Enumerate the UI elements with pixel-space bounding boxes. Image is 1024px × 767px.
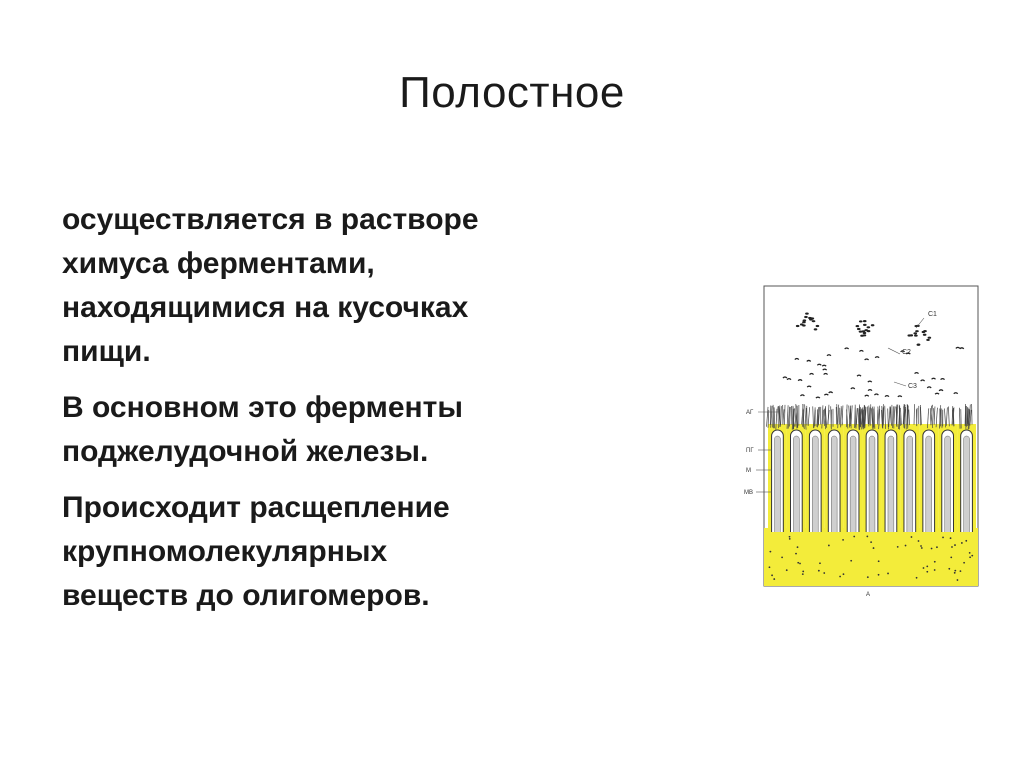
enzyme-particle <box>923 334 927 336</box>
cell-dot <box>948 568 950 570</box>
paragraph-line: крупномолекулярных <box>62 535 388 568</box>
cell-dot <box>773 578 775 580</box>
cell-dot <box>934 561 936 563</box>
label-mv: МВ <box>744 490 753 496</box>
cell-dot <box>963 562 965 564</box>
paragraph-line: химуса ферментами, <box>62 247 375 280</box>
cell-dot <box>951 546 953 548</box>
cell-dot <box>971 555 973 557</box>
cell-dot <box>818 570 820 572</box>
cell-dot <box>795 553 797 555</box>
cell-dot <box>828 545 830 547</box>
enzyme-particle <box>907 334 911 336</box>
cell-dot <box>934 569 936 571</box>
label-c3: С3 <box>908 383 917 390</box>
paragraph-line: поджелудочной железы. <box>62 435 429 468</box>
cell-dot <box>878 560 880 562</box>
villus-core <box>964 436 970 532</box>
cell-dot <box>823 572 825 574</box>
label-a: А <box>866 592 871 598</box>
enzyme-particle <box>928 337 932 339</box>
label-c2: С2 <box>902 349 911 356</box>
paragraph-line: Происходит расщепление <box>62 491 450 524</box>
villus-core <box>945 436 951 532</box>
cell-dot <box>942 537 944 539</box>
enzyme-particle <box>812 320 816 322</box>
enzyme-particle <box>856 325 860 327</box>
cell-dot <box>866 536 868 538</box>
paragraph-3 <box>62 486 702 618</box>
cell-dot <box>786 569 788 571</box>
paragraph-line: В основном это ферменты <box>62 391 463 424</box>
cell-dot <box>769 566 771 568</box>
enzyme-particle <box>863 324 867 326</box>
body-text <box>62 198 702 630</box>
enzyme-particle <box>800 323 804 325</box>
cell-dot <box>965 540 967 542</box>
enzyme-particle <box>863 320 867 322</box>
villus-core <box>907 436 913 532</box>
enzyme-particle <box>914 334 918 336</box>
enzyme-particle <box>804 316 808 318</box>
villus-core <box>793 436 799 532</box>
cell-dot <box>870 541 872 543</box>
cell-dot <box>819 562 821 564</box>
enzyme-particle <box>796 325 800 327</box>
cell-dot <box>911 536 913 538</box>
paragraph-line: находящимися на кусочках <box>62 291 469 324</box>
cell-dot <box>878 574 880 576</box>
enzyme-particle <box>863 334 867 336</box>
cell-dot <box>954 572 956 574</box>
cell-dot <box>789 538 791 540</box>
villus-core <box>888 436 894 532</box>
cell-dot <box>954 570 956 572</box>
enzyme-particle <box>859 331 863 333</box>
cell-dot <box>843 573 845 575</box>
cell-dot <box>950 537 952 539</box>
cell-dot <box>897 546 899 548</box>
cell-dot <box>802 573 804 575</box>
label-ag: АГ <box>746 410 754 416</box>
paragraph-2 <box>62 386 702 474</box>
cell-dot <box>802 571 804 573</box>
enzyme-particle <box>871 324 875 326</box>
cell-dot <box>961 542 963 544</box>
cell-dot <box>969 552 971 554</box>
cell-dot <box>954 544 956 546</box>
cell-dot <box>797 546 799 548</box>
cell-dot <box>769 551 771 553</box>
cell-dot <box>936 546 938 548</box>
villi-diagram <box>742 276 988 610</box>
enzyme-particle <box>803 319 807 321</box>
cell-dot <box>921 547 923 549</box>
epithelium-layer <box>764 528 978 586</box>
enzyme-particle <box>805 313 809 315</box>
cell-dot <box>853 536 855 538</box>
paragraph-line: пищи. <box>62 335 151 368</box>
villus-core <box>831 436 837 532</box>
cell-dot <box>789 536 791 538</box>
enzyme-particle <box>816 325 820 327</box>
villus-core <box>926 436 932 532</box>
cell-dot <box>839 576 841 578</box>
cell-dot <box>950 556 952 558</box>
villus-core <box>812 436 818 532</box>
enzyme-particle <box>926 339 930 341</box>
label-pg: ПГ <box>746 448 754 454</box>
cell-dot <box>926 571 928 573</box>
villus-core <box>775 436 781 532</box>
enzyme-particle <box>867 330 871 332</box>
intestinal-villi-figure <box>742 276 988 610</box>
enzyme-particle <box>814 328 818 330</box>
label-m: М <box>746 468 751 474</box>
paragraph-line: веществ до олигомеров. <box>62 579 430 612</box>
enzyme-particle <box>917 344 921 346</box>
enzyme-particle <box>923 330 927 332</box>
paragraph-1 <box>62 198 702 374</box>
cell-dot <box>873 547 875 549</box>
cell-dot <box>887 573 889 575</box>
cell-dot <box>867 576 869 578</box>
label-c1: С1 <box>928 311 937 318</box>
villus-core <box>850 436 856 532</box>
cell-dot <box>931 548 933 550</box>
cell-dot <box>923 567 925 569</box>
enzyme-particle <box>863 332 867 334</box>
cell-dot <box>918 540 920 542</box>
enzyme-particle <box>859 320 863 322</box>
cell-dot <box>926 566 928 568</box>
cell-dot <box>850 560 852 562</box>
slide-title: Полостное <box>399 68 625 117</box>
paragraph-line: осуществляется в растворе <box>62 203 479 236</box>
cell-dot <box>905 545 907 547</box>
cell-dot <box>969 556 971 558</box>
enzyme-particle <box>867 326 871 328</box>
villus-core <box>869 436 875 532</box>
cell-dot <box>799 563 801 565</box>
cell-dot <box>960 570 962 572</box>
cell-dot <box>781 557 783 559</box>
cell-dot <box>842 539 844 541</box>
enzyme-particle <box>809 317 813 319</box>
cell-dot <box>957 579 959 581</box>
cell-dot <box>920 545 922 547</box>
cell-dot <box>771 574 773 576</box>
enzyme-particle <box>915 330 919 332</box>
cell-dot <box>916 577 918 579</box>
enzyme-particle <box>857 328 861 330</box>
enzyme-particle <box>913 332 917 334</box>
cell-dot <box>797 562 799 564</box>
villi-group <box>768 424 976 532</box>
